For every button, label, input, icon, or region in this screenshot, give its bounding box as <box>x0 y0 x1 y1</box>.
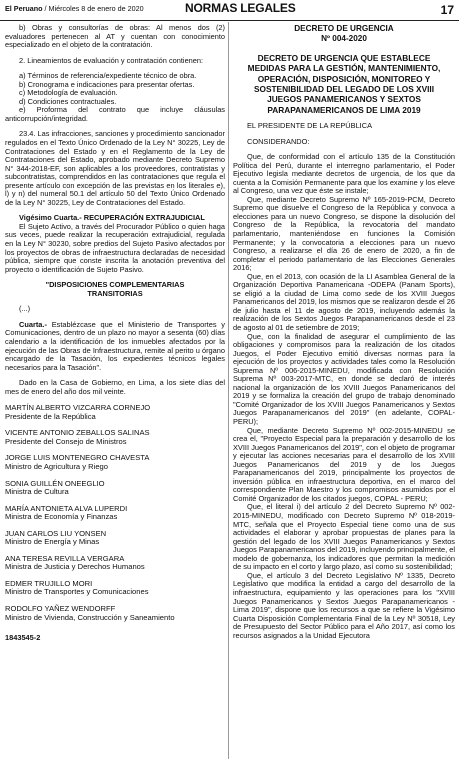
left-column <box>5 24 225 643</box>
publication-name: El Peruano <box>5 4 43 13</box>
list-item: e) Proforma del contrato que incluye cláusulas anticorrupción/integridad. <box>5 105 225 123</box>
page-header <box>0 0 459 21</box>
signatures <box>5 404 225 622</box>
signatory-name: JUAN CARLOS LIU YONSEN <box>5 528 107 538</box>
signatory-role: Ministro de Transportes y Comunicaciones <box>5 587 149 597</box>
signatory-role: Ministra de Justicia y Derechos Humanos <box>5 562 145 572</box>
decree-heading: DECRETO DE URGENCIA QUE ESTABLECE MEDIDAS PARA LA GESTIÓN, MANTENIMIENTO, OPERACIÓN, DISPOSICIÓN, MONITOREO Y SOSTENIBILIDAD DEL LEGADO DE LOS XVIII JUEGOS PANAMERICANOS Y SEXTOS PARAPANAMERICANOS DE LIMA 2019 <box>247 53 441 115</box>
paragraph: 23.4. Las infracciones, sanciones y procedimiento sancionador regulados en el Texto Único Ordenado de la Ley N° 30225, Ley de Contrataciones del Estado y en el Reglamento de la Ley de Contrataciones del Estado, aprobado mediante Decreto Supremo N° 344-2018-EF, son aplicables a los proveedores, contratistas y subcontratistas, comprendidos en las contrataciones que regula el presente artículo con excepción de las previstas en los literales e), l) y n) del numeral 50.1 del artículo 50 del Texto Único Ordenado de la Ley N° 30225, Ley de Contrataciones del Estado. <box>5 129 225 207</box>
header-publication-date <box>5 4 144 13</box>
signatory-name: SONIA GUILLÉN ONEEGLIO <box>5 478 105 488</box>
recital-paragraph: Que, en el 2013, con ocasión de la LI Asamblea General de la Organización Deportiva Panamericana -ODEPA (Panam Sports), se eligió a la ciudad de Lima como sede de los XVIII Juegos Panamericanos del 2019, los mismos que se realizaron desde el 26 de julio hasta el 11 de agosto de 2019, incluyendo además la realización de los Sextos Juegos Parapanamericanos desde el 23 de agosto al 01 de setiembre de 2019; <box>233 271 455 332</box>
issuer: EL PRESIDENTE DE LA REPÚBLICA <box>247 120 372 130</box>
recital-paragraph: Que, de conformidad con el artículo 135 de la Constitución Política del Perú, durante el interregno parlamentario, el Poder Ejecutivo legisla mediante decretos de urgencia, de los que da cuenta a la Comisión Permanente para que los examine y los eleve al Congreso, una vez que éste se instale; <box>233 152 455 196</box>
paragraph: 2. Lineamientos de evaluación y contratación contienen: <box>19 55 204 65</box>
list-item: b) Cronograma e indicaciones para presentar ofertas. <box>19 79 195 89</box>
section-title: NORMAS LEGALES <box>185 1 296 15</box>
list-item: d) Condiciones contractuales. <box>19 96 117 106</box>
page-number: 17 <box>440 3 454 17</box>
column-divider <box>228 22 229 759</box>
decree-title: DECRETO DE URGENCIA <box>294 24 394 33</box>
recitals <box>233 153 455 640</box>
signatory-role: Presidente de la República <box>5 411 96 421</box>
signatory-role: Presidente del Consejo de Ministros <box>5 436 127 446</box>
recital-paragraph: Que, con la finalidad de asegurar el cumplimiento de las obligaciones y compromisos para la realización de los citados Juegos, el Poder Ejecutivo emitió diversas normas para la ejecución de los proyectos y actividades tales como la Resolución Suprema Nº 006-2015-MINEDU, modificada con Resolución Suprema Nº 003-2017-MTC, en donde se declaró de interés nacional la organización de los XVIII Juegos Panamericanos del 2019 y se formaliza la creación del grupo de trabajo denominado "Comité Organizador de los XVIII Juegos Panamericanos y Sextos Juegos Parapanamericanos del 2019" (en adelante, COPAL-PERU); <box>233 331 455 427</box>
signatory-role: Ministro de Vivienda, Construcción y Saneamiento <box>5 612 175 622</box>
section-heading: "DISPOSICIONES COMPLEMENTARIAS TRANSITORIAS <box>45 280 185 298</box>
considerando-label: CONSIDERANDO: <box>247 136 310 146</box>
recital-paragraph: Que, el literal i) del artículo 2 del Decreto Supremo Nº 002-2015-MINEDU, modificado con Decreto Supremo Nº 018-2019-MTC, señala que el Proyecto Especial tiene como una de sus actividades el elaborar y aprobar propuestas de planes para la gestión del legado de los XVIII Juegos Panamericanos y Sextos Juegos Parapanamericanos del 2019, incluyendo principalmente, el modelo de gobernanza, los indicadores que permitan la medición de su impacto en el corto y largo plazo, así como su sostenibilidad; <box>233 502 455 572</box>
list-item: c) Metodología de evaluación. <box>19 88 118 98</box>
paragraph: b) Obras y consultorías de obras: Al menos dos (2) evaluadores pertenecen al AT y cuentan con conocimiento especializado en el objeto de la contratación. <box>5 23 225 50</box>
signatory-name: VICENTE ANTONIO ZEBALLOS SALINAS <box>5 428 150 438</box>
paragraph: Dado en la Casa de Gobierno, en Lima, a los siete días del mes de enero del año dos mil veinte. <box>5 378 225 396</box>
right-column <box>233 24 455 640</box>
provision-label: Cuarta.- <box>19 319 47 329</box>
provision-text: Establézcase que el Ministerio de Transportes y Comunicaciones, dentro de un plazo no mayor a sesenta (60) días calendario a la identificación de los inmuebles afectados por la ejecución de las Obras de Infraestructura, remite al perito u órgano encargado de la Tasación, los expedientes técnicos legales necesarios para la Tasación". <box>5 319 225 372</box>
criteria-list <box>5 72 225 123</box>
ellipsis: (...) <box>19 304 31 314</box>
signatory-role: Ministro de Energía y Minas <box>5 537 100 547</box>
decree-number: Nº 004-2020 <box>321 33 367 43</box>
signatory-name: ANA TERESA REVILLA VERGARA <box>5 553 125 563</box>
recital-paragraph: Que, mediante Decreto Supremo Nº 165-2019-PCM, Decreto Supremo que disuelve el Congreso de la República y convoca a elecciones para un nuevo Congreso, se dispone la disolución del Congreso de la República, la revocatoria del mandato parlamentario, manteniéndose en funciones la Comisión Permanente; y la convocatoria a elecciones para un nuevo Congreso, a realizarse el día 26 de enero de 2020, a fin de completar el periodo parlamentario de las Elecciones Generales 2016; <box>233 194 455 273</box>
signatory-role: Ministra de Cultura <box>5 487 69 497</box>
signatory-role: Ministra de Economía y Finanzas <box>5 512 118 522</box>
signatory-role: Ministro de Agricultura y Riego <box>5 461 108 471</box>
signatory-name: MARTÍN ALBERTO VIZCARRA CORNEJO <box>5 403 151 413</box>
paragraph: El Sujeto Activo, a través del Procurador Público o quien haga sus veces, puede realizar la recuperación extrajudicial, regulada en la Ley N° 30230, sobre predios del Sujeto Pasivo afectados por los proyectos de obras de infraestructura declaradas de necesidad pública, siempre que conste inscrita la anotación preventiva del proyecto o identificación de Sujeto Pasivo. <box>5 221 225 274</box>
signatory-name: RODOLFO YAÑEZ WENDORFF <box>5 603 116 613</box>
list-item: a) Términos de referencia/expediente técnico de obra. <box>19 71 197 81</box>
signatory-name: MARÍA ANTONIETA ALVA LUPERDI <box>5 503 128 513</box>
paragraph <box>5 321 225 372</box>
publication-date: / Miércoles 8 de enero de 2020 <box>42 4 144 13</box>
recital-paragraph: Que, mediante Decreto Supremo Nº 002-2015-MINEDU se crea el, "Proyecto Especial para la preparación y desarrollo de los XVIII Juegos Panamericanos del 2019", con el objeto de programar y ejecutar las acciones necesarias para el desarrollo de los XVIII Juegos Panamericanos del 2019 y de los Juegos Parapanamericanos del 2019, principalmente los proyectos de inversión pública en infraestructura deportiva, en el marco del correspondiente Plan Maestro y los compromisos asumidos por el Comité Organizador de los citados juegos, COPAL - PERU; <box>233 425 455 503</box>
recital-paragraph: Que, el artículo 3 del Decreto Legislativo Nº 1335, Decreto Legislativo que modifica la entidad a cargo del desarrollo de la infraestructura, equipamiento y las operaciones para los "XVIII Juegos Panamericanos y Sextos Juegos Parapanamericanos - Lima 2019", dispone que los recursos a que se refiere la Vigésimo Cuarta Disposición Complementaria Final de la Ley Nº 30518, Ley de Presupuesto del Sector Público para el Año 2017, así como los recursos asignados a la Unidad Ejecutora <box>233 570 455 640</box>
signatory-name: JORGE LUIS MONTENEGRO CHAVESTA <box>5 453 150 463</box>
provision-heading: Vigésimo Cuarta.- RECUPERACIÓN EXTRAJUDICIAL <box>19 213 205 223</box>
document-code: 1843545-2 <box>5 633 41 643</box>
signatory-name: EDMER TRUJILLO MORI <box>5 578 93 588</box>
